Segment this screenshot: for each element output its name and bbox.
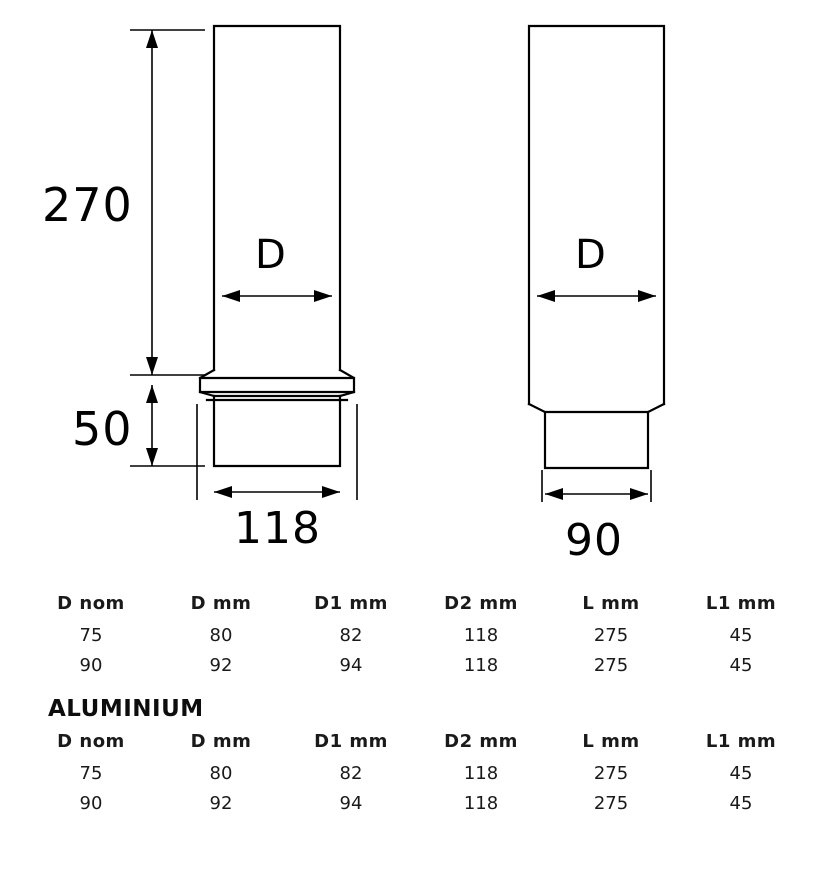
arrowhead-270-bottom bbox=[146, 357, 158, 375]
cell-d-nom: 90 bbox=[79, 793, 103, 814]
cell-d-mm: 80 bbox=[209, 625, 233, 646]
spec-tables bbox=[0, 586, 840, 818]
cell-l-mm: 275 bbox=[593, 655, 629, 676]
arrowhead-d-right-end bbox=[638, 290, 656, 302]
col-header-d-nom: D nom bbox=[57, 593, 125, 614]
arrowhead-118-left bbox=[214, 486, 232, 498]
cell-d1-mm: 94 bbox=[339, 655, 363, 676]
table-header-row bbox=[26, 724, 806, 758]
dimension-label-height-total: 270 bbox=[42, 178, 133, 232]
right-pipe-spigot bbox=[529, 404, 664, 468]
arrowhead-90-right bbox=[630, 488, 648, 500]
table-row bbox=[26, 620, 806, 650]
dimension-label-width-right: 90 bbox=[565, 515, 623, 566]
cell-d-mm: 92 bbox=[209, 793, 233, 814]
left-pipe-body bbox=[214, 26, 340, 370]
left-pipe-spigot bbox=[214, 396, 340, 466]
table-header-row bbox=[26, 586, 806, 620]
arrowhead-d-right-start bbox=[537, 290, 555, 302]
arrowhead-50-top bbox=[146, 385, 158, 403]
spec-table-standard bbox=[26, 586, 806, 680]
cell-d1-mm: 94 bbox=[339, 793, 363, 814]
col-header-l1-mm: L1 mm bbox=[705, 593, 777, 614]
cell-d2-mm: 118 bbox=[463, 655, 499, 676]
cell-l1-mm: 45 bbox=[729, 625, 753, 646]
col-header-d-mm: D mm bbox=[190, 731, 252, 752]
cell-l-mm: 275 bbox=[593, 763, 629, 784]
cell-d-nom: 75 bbox=[79, 763, 103, 784]
cell-d2-mm: 118 bbox=[463, 625, 499, 646]
table-row bbox=[26, 650, 806, 680]
cell-d1-mm: 82 bbox=[339, 763, 363, 784]
dimension-label-diameter-left: D bbox=[255, 232, 286, 278]
cell-d-nom: 90 bbox=[79, 655, 103, 676]
arrowhead-270-top bbox=[146, 30, 158, 48]
table-row bbox=[26, 788, 806, 818]
cell-l-mm: 275 bbox=[593, 793, 629, 814]
col-header-d2-mm: D2 mm bbox=[444, 731, 518, 752]
arrowhead-90-left bbox=[545, 488, 563, 500]
arrowhead-118-right bbox=[322, 486, 340, 498]
col-header-l-mm: L mm bbox=[582, 593, 640, 614]
cell-l1-mm: 45 bbox=[729, 763, 753, 784]
material-heading-aluminium: ALUMINIUM bbox=[48, 696, 204, 722]
cell-l1-mm: 45 bbox=[729, 655, 753, 676]
arrowhead-50-bottom bbox=[146, 448, 158, 466]
cell-d2-mm: 118 bbox=[463, 763, 499, 784]
cell-l1-mm: 45 bbox=[729, 793, 753, 814]
cell-d-mm: 80 bbox=[209, 763, 233, 784]
col-header-d1-mm: D1 mm bbox=[314, 731, 388, 752]
table-row bbox=[26, 758, 806, 788]
cell-l-mm: 275 bbox=[593, 625, 629, 646]
arrowhead-d-left-start bbox=[222, 290, 240, 302]
cell-d-mm: 92 bbox=[209, 655, 233, 676]
dimension-label-width-left: 118 bbox=[234, 503, 321, 554]
col-header-d-nom: D nom bbox=[57, 731, 125, 752]
arrowhead-d-left-end bbox=[314, 290, 332, 302]
col-header-d-mm: D mm bbox=[190, 593, 252, 614]
col-header-l-mm: L mm bbox=[582, 731, 640, 752]
cell-d2-mm: 118 bbox=[463, 793, 499, 814]
cell-d1-mm: 82 bbox=[339, 625, 363, 646]
spec-table-aluminium bbox=[26, 724, 806, 818]
right-pipe-body bbox=[529, 26, 664, 404]
col-header-d2-mm: D2 mm bbox=[444, 593, 518, 614]
dimension-label-diameter-right: D bbox=[575, 232, 606, 278]
dimension-label-height-socket: 50 bbox=[72, 402, 133, 456]
cell-d-nom: 75 bbox=[79, 625, 103, 646]
col-header-l1-mm: L1 mm bbox=[705, 731, 777, 752]
col-header-d1-mm: D1 mm bbox=[314, 593, 388, 614]
